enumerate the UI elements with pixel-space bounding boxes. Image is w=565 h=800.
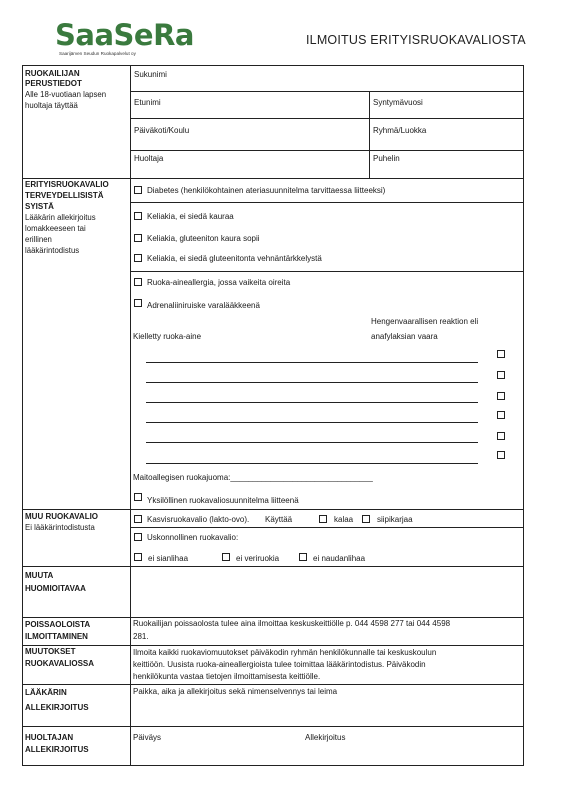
anaphylaxis-checkbox[interactable] bbox=[497, 432, 505, 440]
forbidden-food-line[interactable] bbox=[146, 442, 478, 443]
section-note: huoltaja täyttää bbox=[25, 101, 78, 110]
forbidden-header: Kielletty ruoka-aine bbox=[133, 332, 202, 341]
anaphylaxis-checkbox[interactable] bbox=[497, 392, 505, 400]
date-field[interactable]: Päiväys bbox=[133, 733, 162, 742]
section-label: LÄÄKÄRIN bbox=[25, 688, 67, 697]
no-beef-checkbox[interactable] bbox=[299, 553, 307, 561]
other-notes-field[interactable] bbox=[131, 567, 523, 616]
section-note: lääkärintodistus bbox=[25, 246, 80, 255]
forbidden-food-line[interactable] bbox=[146, 422, 478, 423]
firstname-field[interactable]: Etunimi bbox=[134, 98, 161, 107]
row-divider bbox=[130, 91, 524, 92]
forbidden-food-line[interactable] bbox=[146, 382, 478, 383]
row-divider bbox=[130, 271, 524, 272]
school-field[interactable]: Päiväkoti/Koulu bbox=[134, 126, 190, 135]
logo-wordmark: SaaSeRa bbox=[55, 18, 194, 52]
section-label: ALLEKIRJOITUS bbox=[25, 703, 89, 712]
celiac-no-oats-label: Keliakia, ei siedä kauraa bbox=[147, 212, 234, 221]
forbidden-food-line[interactable] bbox=[146, 402, 478, 403]
section-note: Alle 18-vuotiaan lapsen bbox=[25, 90, 107, 99]
allergy-label: Ruoka-aineallergia, jossa vaikeita oireita bbox=[147, 278, 291, 287]
section-label: PERUSTIEDOT bbox=[25, 79, 82, 88]
row-divider bbox=[130, 527, 524, 528]
celiac-wheat-starch-checkbox[interactable] bbox=[134, 254, 142, 262]
no-beef-label: ei naudanlihaa bbox=[313, 554, 366, 563]
group-field[interactable]: Ryhmä/Luokka bbox=[373, 126, 427, 135]
phone-field[interactable]: Puhelin bbox=[373, 154, 400, 163]
anaphylaxis-checkbox[interactable] bbox=[497, 451, 505, 459]
individual-plan-label: Yksilöllinen ruokavaliosuunnitelma liitteenä bbox=[147, 496, 299, 505]
vegetarian-label: Kasvisruokavalio (lakto-ovo). bbox=[147, 515, 250, 524]
religious-checkbox[interactable] bbox=[134, 533, 142, 541]
section-note: Ei lääkärintodistusta bbox=[25, 523, 95, 532]
row-divider bbox=[130, 118, 524, 119]
document-title: ILMOITUS ERITYISRUOKAVALIOSTA bbox=[306, 33, 526, 47]
section-label: HUOLTAJAN bbox=[25, 733, 74, 742]
adrenaline-label: Adrenaliiniruiske varalääkkeenä bbox=[147, 301, 260, 310]
fish-checkbox[interactable] bbox=[319, 515, 327, 523]
anaphylaxis-checkbox[interactable] bbox=[497, 411, 505, 419]
doctor-signature-field[interactable]: Paikka, aika ja allekirjoitus sekä nimenselvennys tai leima bbox=[133, 687, 338, 696]
absence-text: Ruokailijan poissaolosta tulee aina ilmoittaa keskuskeittiölle p. 044 4598 277 tai 044 4598 bbox=[133, 619, 451, 628]
surname-field[interactable]: Sukunimi bbox=[134, 70, 167, 79]
diabetes-checkbox[interactable] bbox=[134, 186, 142, 194]
vegetarian-checkbox[interactable] bbox=[134, 515, 142, 523]
section-label: HUOMIOITAVAA bbox=[25, 584, 86, 593]
section-divider bbox=[23, 645, 524, 646]
uses-label: Käyttää bbox=[265, 515, 293, 524]
section-label: MUU RUOKAVALIO bbox=[25, 512, 99, 521]
section-divider bbox=[23, 509, 524, 510]
no-pork-label: ei sianlihaa bbox=[148, 554, 189, 563]
section-divider bbox=[23, 178, 524, 179]
section-label: ALLEKIRJOITUS bbox=[25, 745, 89, 754]
section-divider bbox=[23, 684, 524, 685]
reaction-header: Hengenvaarallisen reaktion eli bbox=[371, 317, 479, 326]
section-note: Lääkärin allekirjoitus bbox=[25, 213, 96, 222]
section-divider bbox=[23, 726, 524, 727]
chicken-checkbox[interactable] bbox=[362, 515, 370, 523]
birthyear-field[interactable]: Syntymävuosi bbox=[373, 98, 423, 107]
section-note: erillinen bbox=[25, 235, 52, 244]
guardian-field[interactable]: Huoltaja bbox=[134, 154, 164, 163]
section-label: TERVEYDELLISISTÄ bbox=[25, 191, 104, 200]
individual-plan-checkbox[interactable] bbox=[134, 493, 142, 501]
anaphylaxis-checkbox[interactable] bbox=[497, 371, 505, 379]
anaphylaxis-checkbox[interactable] bbox=[497, 350, 505, 358]
diabetes-label: Diabetes (henkilökohtainen ateriasuunnitelma tarvittaessa liitteeksi) bbox=[147, 186, 386, 195]
no-blood-checkbox[interactable] bbox=[222, 553, 230, 561]
row-divider bbox=[130, 202, 524, 203]
chicken-label: siipikarjaa bbox=[377, 515, 413, 524]
fish-label: kalaa bbox=[334, 515, 354, 524]
section-label: ILMOITTAMINEN bbox=[25, 632, 88, 641]
section-label: MUUTA bbox=[25, 571, 54, 580]
saasera-logo bbox=[55, 18, 194, 60]
no-pork-checkbox[interactable] bbox=[134, 553, 142, 561]
section-label: SYISTÄ bbox=[25, 202, 54, 211]
changes-text: keittiöön. Uusista ruoka-aineallergioista tulee toimittaa lääkärintodistus. Päiväkodin bbox=[133, 660, 426, 669]
section-label: RUOKAILIJAN bbox=[25, 69, 80, 78]
celiac-no-oats-checkbox[interactable] bbox=[134, 212, 142, 220]
section-label: RUOKAVALIOSSA bbox=[25, 659, 95, 668]
guardian-signature-field[interactable]: Allekirjoitus bbox=[305, 733, 346, 742]
forbidden-food-line[interactable] bbox=[146, 362, 478, 363]
celiac-wheat-starch-label: Keliakia, ei siedä gluteenitonta vehnäntärkkelystä bbox=[147, 254, 322, 263]
logo-subtitle: Saarijärven Seudun Ruokapalvelut oy bbox=[59, 51, 136, 56]
absence-text: 281. bbox=[133, 632, 149, 641]
section-label: MUUTOKSET bbox=[25, 647, 76, 656]
changes-text: henkilökunta vastaa tietojen ilmoittamisesta keittiölle. bbox=[133, 672, 321, 681]
column-divider bbox=[130, 66, 131, 766]
row-divider bbox=[130, 150, 524, 151]
section-label: POISSAOLOISTA bbox=[25, 620, 91, 629]
section-label: ERITYISRUOKAVALIO bbox=[25, 180, 109, 189]
forbidden-food-line[interactable] bbox=[146, 463, 478, 464]
no-blood-label: ei veriruokia bbox=[236, 554, 280, 563]
milk-drink-field[interactable]: Maitoallegisen ruokajuoma:________________________________ bbox=[133, 473, 373, 482]
section-note: lomakkeeseen tai bbox=[25, 224, 86, 233]
cell-divider bbox=[369, 91, 370, 178]
celiac-oats-ok-checkbox[interactable] bbox=[134, 234, 142, 242]
diet-form bbox=[22, 65, 524, 766]
reaction-header: anafylaksian vaara bbox=[371, 332, 438, 341]
adrenaline-checkbox[interactable] bbox=[134, 299, 142, 307]
religious-label: Uskonnollinen ruokavalio: bbox=[147, 533, 239, 542]
celiac-oats-ok-label: Keliakia, gluteeniton kaura sopii bbox=[147, 234, 260, 243]
allergy-checkbox[interactable] bbox=[134, 278, 142, 286]
changes-text: Ilmoita kaikki ruokaviomuutokset päiväkodin ryhmän henkilökunnalle tai keskuskoulun bbox=[133, 648, 437, 657]
